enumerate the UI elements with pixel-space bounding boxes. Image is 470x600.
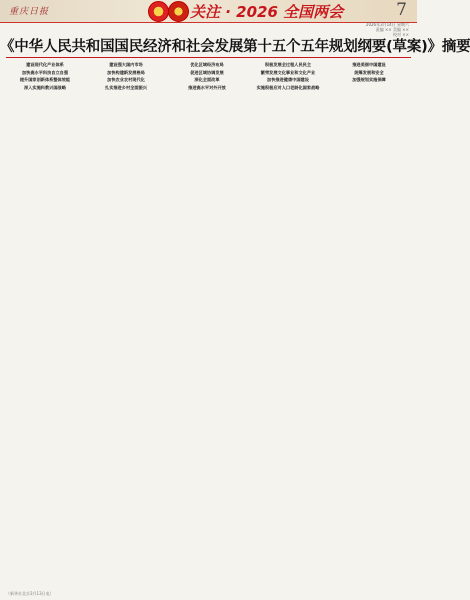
section-subhead: 深入实施科教兴国战略 — [24, 84, 66, 90]
section-subhead: 建设强大国内市场 — [109, 62, 143, 67]
section-subhead: 加快构建新发展格局 — [107, 69, 145, 75]
section-subhead: 加快农业农村现代化 — [107, 77, 145, 82]
newspaper-logo: 重庆日报 — [9, 7, 50, 17]
section-subhead: 扎实推进乡村全面振兴 — [105, 84, 147, 90]
section-subhead: 加强规划实施保障 — [352, 77, 386, 82]
meta-line: 2026年3月14日 星期六 — [365, 22, 409, 27]
section-subhead: 建设现代化产业体系 — [26, 62, 64, 67]
section-subhead: 推进高水平对外开放 — [188, 84, 226, 90]
section-title: 关注 · 2026 全国两会 — [190, 3, 344, 21]
section-subhead: 积极发展全过程人民民主 — [264, 62, 312, 67]
article-column — [249, 62, 327, 594]
section-subhead: 加快高水平科技自立自强 — [21, 69, 69, 75]
article-column — [6, 62, 84, 594]
section-subhead: 促进区域协调发展 — [190, 69, 224, 75]
section-subhead: 加快推进健康中国建设 — [267, 77, 309, 82]
article-footer: （新华社北京3月13日电） — [6, 591, 54, 596]
article-column — [87, 62, 165, 594]
page-headline: 《中华人民共和国国民经济和社会发展第十五个五年规划纲要(草案)》摘要 — [0, 39, 470, 55]
section-subhead: 统筹发展和安全 — [354, 69, 384, 75]
meta-line: 责编 ×× 美编 ×× — [375, 27, 409, 32]
article-column — [168, 62, 246, 594]
section-subhead: 繁荣发展文化事业和文化产业 — [260, 69, 316, 75]
meta-line: 校对 ×× — [393, 32, 409, 37]
article-column — [330, 62, 408, 594]
section-subhead: 实施积极应对人口老龄化国家战略 — [256, 84, 320, 90]
article-columns — [6, 62, 411, 594]
emblem-icon — [148, 1, 169, 22]
section-subhead: 优化区域经济布局 — [190, 62, 224, 67]
section-subhead: 深化全面改革 — [194, 77, 220, 82]
section-subhead: 提升国家创新体系整体效能 — [19, 77, 71, 82]
section-subhead: 推进美丽中国建设 — [352, 62, 386, 67]
emblem-icon-second — [168, 1, 189, 22]
masthead-banner — [0, 0, 417, 23]
headline-rule — [6, 57, 411, 58]
page-number: 7 — [396, 0, 407, 20]
